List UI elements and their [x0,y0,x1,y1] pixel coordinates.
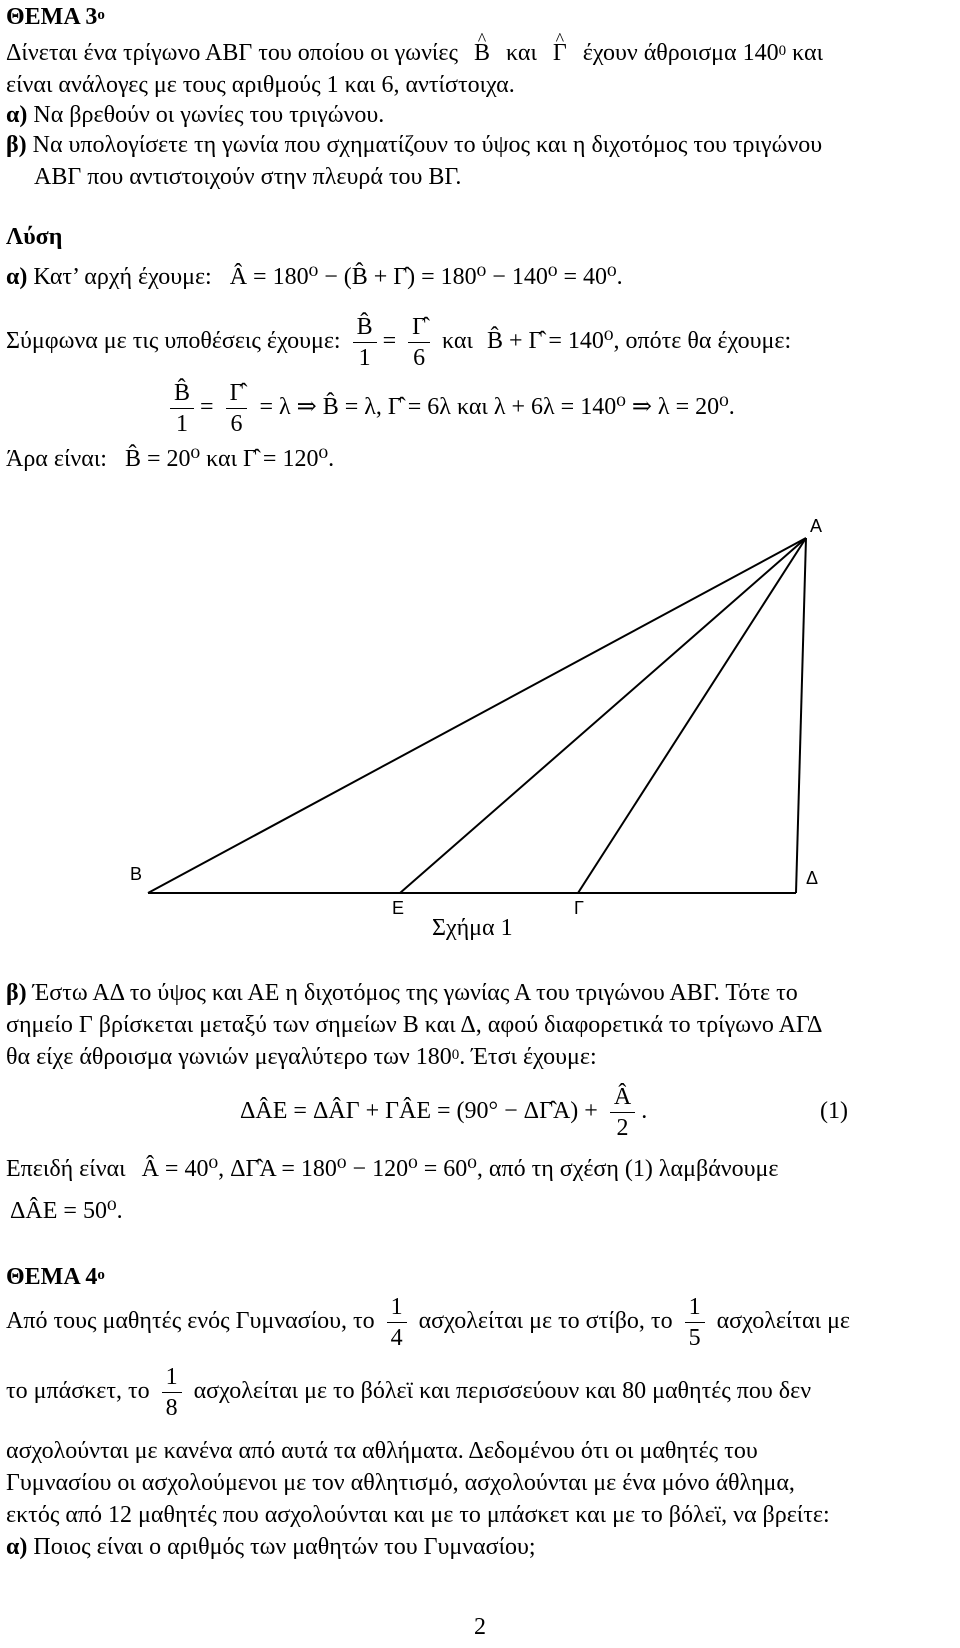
part-b-equation-1: ΔÂE = ΔÂΓ + ΓÂE = (90° − ΔΓ̂A) + $\frac{Â}{2}$ . [240,1084,648,1141]
height-AD [796,538,806,893]
ratio-fraction-g: $\frac{\Gammâ}{6}$ [408,312,430,373]
thema4-line2: το μπάσκετ, το $\frac{1}{8}$ ασχολείται με το βόλεϊ και περισσεύουν και 80 μαθητές που δεν [6,1364,812,1421]
part-b-line3: θα είχε άθροισμα γωνιών μεγαλύτερο των $180^0$. Έτσι έχουμε: [6,1044,597,1070]
thema4-line4: Γυμνασίου οι ασχολούμενοι με τον αθλητισμό, ασχολούνται με ένα μόνο άθλημα, [6,1470,795,1496]
thema3-question-b-cont: ΑΒΓ που αντιστοιχούν στην πλευρά του ΒΓ. [34,164,462,190]
thema3-line1: Δίνεται ένα τρίγωνο ΑΒΓ του οποίου οι γωνίες ^ B και ^ Γ έχουν άθροισμα $140^0$ και [6,38,823,68]
equation-tag: (1) [820,1098,848,1124]
page-number: 2 [474,1614,486,1640]
solution-line4: Άρα είναι: B̂ = 20⁰ και Γ̂ = 120⁰. [6,446,335,472]
figure-caption: Σχήμα 1 [432,915,513,941]
thema3-title: ΘΕΜΑ $3^o$ [6,4,105,30]
solution-line3: $\frac{B̂}{1}$ = $\frac{\Gammâ}{6}$ = λ ⇒ B̂ = λ, Γ̂ = 6λ και λ + 6λ = 140⁰ ⇒ λ = 20⁰. [164,378,735,439]
triangle-figure [0,480,960,920]
part-b-line2: σημείο Γ βρίσκεται μεταξύ των σημείων Β και Δ, αφού διαφορετικά το τρίγωνο ΑΓΔ [6,1012,823,1038]
label-E: E [392,898,405,918]
half-angle-fraction: $\frac{Â}{2}$ [610,1082,635,1143]
label-A: A [810,516,823,536]
part-b-line1: β) Έστω ΑΔ το ύψος και ΑΕ η διχοτόμος της γωνίας Α του τριγώνου ΑΒΓ. Τότε το [6,980,798,1006]
thema4-question-a: α) Ποιος είναι ο αριθμός των μαθητών του Γυμνασίου; [6,1534,536,1560]
bisector-AE [400,538,806,893]
thema4-line1: Από τους μαθητές ενός Γυμνασίου, το $\frac{1}{4}$ ασχολείται με το στίβο, το $\frac{1}{5}$ ασχολείται με [6,1294,851,1351]
solution-a-line: α) Κατ’ αρχή έχουμε: Â = 180⁰ − (B̂ + Γ̂) = 180⁰ − 140⁰ = 40⁰. [6,264,623,290]
fraction-eighth: $\frac{1}{8}$ [162,1362,182,1423]
thema3-line2: είναι ανάλογες με τους αριθμούς 1 και 6, αντίστοιχα. [6,72,515,98]
fraction-quarter: $\frac{1}{4}$ [387,1292,407,1353]
solution-line2: Σύμφωνα με τις υποθέσεις έχουμε: $\frac{B̂}{1}$ = $\frac{\Gammâ}{6}$ και B̂ + Γ̂ = 140⁰, οπότε θα έχουμε: [6,314,792,371]
label-B: B [130,864,143,884]
label-D: Δ [806,868,819,888]
ratio-fraction-g2: $\frac{\Gammâ}{6}$ [226,378,248,439]
side-AB [148,538,806,893]
ratio-fraction-b: $\frac{B̂}{1}$ [353,312,377,373]
part-b-result: ΔÂE = 50⁰. [10,1198,123,1224]
part-b-since-line: Επειδή είναι Â = 40⁰, ΔΓ̂A = 180⁰ − 120⁰ = 60⁰, από τη σχέση (1) λαμβάνουμε [6,1156,779,1182]
fraction-fifth: $\frac{1}{5}$ [685,1292,705,1353]
side-AG [578,538,806,893]
label-G: Γ [574,898,584,918]
thema3-question-b: β) Να υπολογίσετε τη γωνία που σχηματίζουν το ύψος και η διχοτόμος του τριγώνου [6,132,823,158]
thema3-question-a: α) Να βρεθούν οι γωνίες του τριγώνου. [6,102,385,128]
thema4-line3: ασχολούνται με κανένα από αυτά τα αθλήματα. Δεδομένου ότι οι μαθητές του [6,1438,758,1464]
thema4-line5: εκτός από 12 μαθητές που ασχολούνται και με το μπάσκετ και με το βόλεϊ, να βρείτε: [6,1502,830,1528]
ratio-fraction-b2: $\frac{B̂}{1}$ [170,378,194,439]
solution-heading: Λύση [6,224,63,250]
thema4-title: ΘΕΜΑ $4^o$ [6,1264,105,1290]
